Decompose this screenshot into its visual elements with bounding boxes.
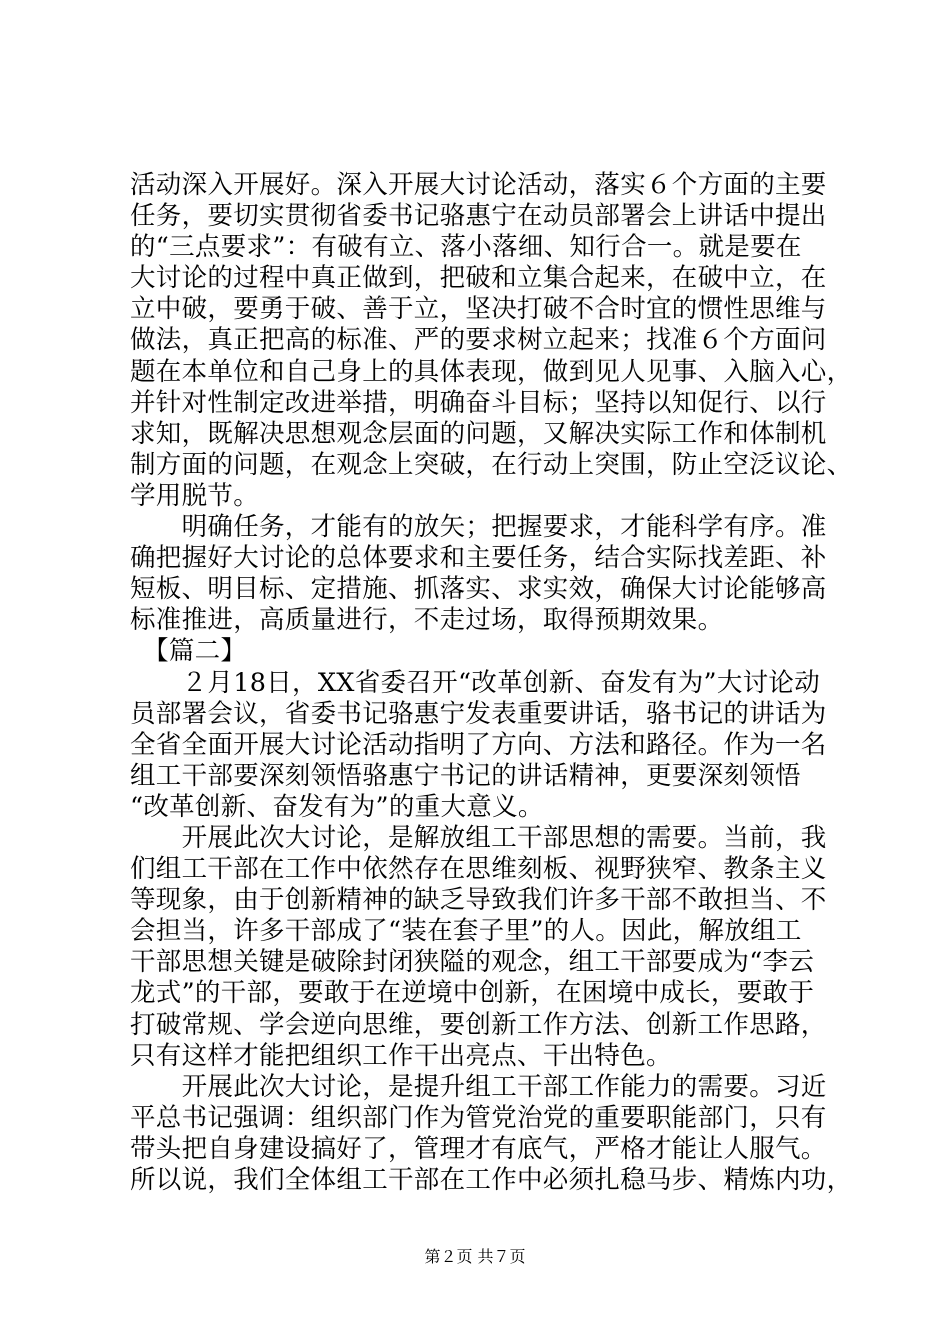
text-line: 全省全面开展大讨论活动指明了方向、方法和路径。作为一名 <box>130 729 827 760</box>
text-line: 标准推进，高质量进行，不走过场，取得预期效果。 <box>130 605 724 636</box>
text-line: ２月18日，XX省委召开“改革创新、奋发有为”大讨论动 <box>130 667 821 698</box>
text-line: 学用脱节。 <box>130 480 260 511</box>
page-number-footer: 第２页 共７页 <box>424 1247 526 1266</box>
text-line: 只有这样才能把组织工作干出亮点、干出特色。 <box>130 1040 672 1071</box>
document-body <box>130 170 853 1196</box>
text-line: 开展此次大讨论，是提升组工干部工作能力的需要。习近 <box>130 1071 827 1102</box>
text-line: 平总书记强调：组织部门作为管党治党的重要职能部门，只有 <box>130 1102 827 1133</box>
text-line: 题在本单位和自己身上的具体表现，做到见人见事、入脑入心， <box>130 356 853 387</box>
text-line: 制方面的问题，在观念上突破，在行动上突围，防止空泛议论、 <box>130 449 853 480</box>
text-line: 员部署会议，省委书记骆惠宁发表重要讲话，骆书记的讲话为 <box>130 698 827 729</box>
text-line: 短板、明目标、定措施、抓落实、求实效，确保大讨论能够高 <box>130 574 827 605</box>
text-line: 开展此次大讨论，是解放组工干部思想的需要。当前，我 <box>130 822 827 853</box>
text-line: 龙式”的干部，要敢于在逆境中创新，在困境中成长，要敢于 <box>130 978 815 1009</box>
text-line: 明确任务，才能有的放矢；把握要求，才能科学有序。准 <box>130 512 827 543</box>
text-line: 的“三点要求”：有破有立、落小落细、知行合一。就是要在 <box>130 232 802 263</box>
text-line: 大讨论的过程中真正做到，把破和立集合起来，在破中立，在 <box>130 263 827 294</box>
text-line: 活动深入开展好。深入开展大讨论活动，落实６个方面的主要 <box>130 170 827 200</box>
text-line: 干部思想关键是破除封闭狭隘的观念，组工干部要成为“李云 <box>130 947 815 978</box>
text-line: 求知，既解决思想观念层面的问题，又解决实际工作和体制机 <box>130 418 827 449</box>
text-line: 所以说，我们全体组工干部在工作中必须扎稳马步、精炼内功， <box>130 1165 853 1195</box>
section-heading: 【篇二】 <box>130 636 247 667</box>
text-line: 确把握好大讨论的总体要求和主要任务，结合实际找差距、补 <box>130 543 827 574</box>
text-line: 等现象，由于创新精神的缺乏导致我们许多干部不敢担当、不 <box>130 885 827 916</box>
text-line: 做法，真正把高的标准、严的要求树立起来；找准６个方面问 <box>130 325 827 356</box>
text-line: 并针对性制定改进举措，明确奋斗目标；坚持以知促行、以行 <box>130 387 827 418</box>
text-line: 组工干部要深刻领悟骆惠宁书记的讲话精神，更要深刻领悟 <box>130 760 801 791</box>
text-line: 们组工干部在工作中依然存在思维刻板、视野狭窄、教条主义 <box>130 854 827 885</box>
text-line: 打破常规、学会逆向思维，要创新工作方法、创新工作思路， <box>130 1009 827 1040</box>
text-line: 立中破，要勇于破、善于立，坚决打破不合时宜的惯性思维与 <box>130 294 827 325</box>
text-line: 会担当，许多干部成了“装在套子里”的人。因此，解放组工 <box>130 916 802 947</box>
text-line: 任务，要切实贯彻省委书记骆惠宁在动员部署会上讲话中提出 <box>130 201 827 232</box>
text-line: “改革创新、奋发有为”的重大意义。 <box>130 791 544 822</box>
text-line: 带头把自身建设搞好了，管理才有底气，严格才能让人服气。 <box>130 1133 827 1164</box>
